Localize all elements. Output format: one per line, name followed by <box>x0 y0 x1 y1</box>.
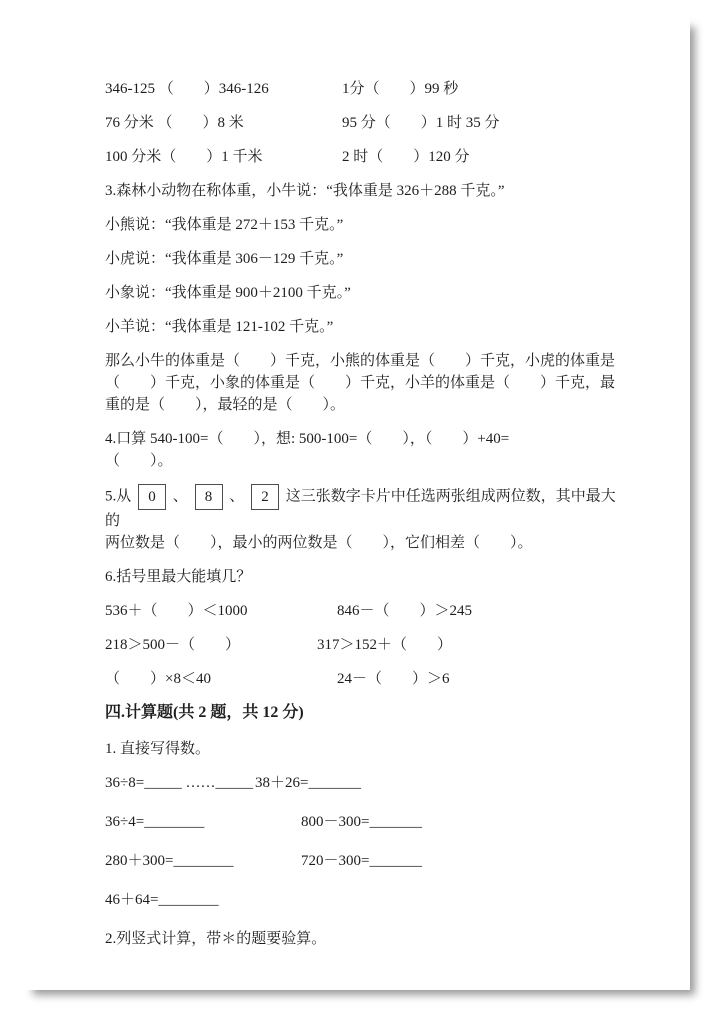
calc-right: 720－300=_______ <box>301 853 422 869</box>
comparison-left: 346-125 （ ）346-126 <box>105 81 269 97</box>
q3-summary-line: 那么小牛的体重是（ ）千克，小熊的体重是（ ）千克，小虎的体重是 <box>105 353 616 369</box>
q3-summary <box>105 350 624 416</box>
calc-q1-title: 1. 直接写得数。 <box>105 741 211 757</box>
q6-row <box>105 668 624 690</box>
calc-left: 280＋300=________ <box>105 853 234 869</box>
q5-line2: 两位数是（ ），最小的两位数是（ ），它们相差（ ）。 <box>105 535 533 551</box>
q6-left: （ ）×8＜40 <box>105 671 211 687</box>
comparison-row <box>105 112 624 134</box>
q6-right: 317＞152＋（ ） <box>317 637 453 653</box>
q3-sheep-line: 小羊说：“我体重是 121-102 千克。” <box>105 319 334 335</box>
q5-digit-cards <box>105 484 624 554</box>
q5-separator: 、 <box>229 488 245 505</box>
comparison-left: 100 分米（ ）1 千米 <box>105 149 263 165</box>
calc-row <box>105 889 624 911</box>
q4-line: （ ）。 <box>105 453 173 469</box>
calculation-section <box>105 702 624 950</box>
q3-elephant-line: 小象说：“我体重是 900＋2100 千克。” <box>105 285 351 301</box>
comparison-left: 76 分米 （ ）8 米 <box>105 115 244 131</box>
digit-card-8: 8 <box>195 484 223 510</box>
comparison-right: 2 时（ ）120 分 <box>342 149 470 165</box>
comparison-right: 95 分（ ）1 时 35 分 <box>342 115 500 131</box>
q6-right: 24－（ ）＞6 <box>337 671 450 687</box>
q4-line: 4.口算 540-100=（ ），想: 500-100=（ ），（ ）+40= <box>105 431 510 447</box>
calc-right: 38＋26=_______ <box>255 775 361 791</box>
calc-left: 36÷4=________ <box>105 814 205 830</box>
comparison-row <box>105 78 624 100</box>
worksheet-page <box>24 18 690 990</box>
q4-oral-calc <box>105 428 624 472</box>
digit-card-0: 0 <box>138 484 166 510</box>
comparison-right: 1分（ ）99 秒 <box>342 81 459 97</box>
worksheet-content <box>24 18 690 950</box>
q5-separator: 、 <box>172 488 188 505</box>
calc-row <box>105 811 624 833</box>
calc-q2-title: 2.列竖式计算，带＊的题要验算。 <box>105 931 327 947</box>
q5-line1-text: 这三张数字卡片中任选两张组成两位数，其中最大的 <box>105 488 616 529</box>
q6-title: 6.括号里最大能填几？ <box>105 569 252 585</box>
section4-title: 四.计算题(共 2 题，共 12 分) <box>105 704 304 721</box>
calc-left: 46＋64=________ <box>105 892 219 908</box>
q3-summary-line: （ ）千克，小象的体重是（ ）千克，小羊的体重是（ ）千克，最 <box>105 375 616 391</box>
calc-row <box>105 772 624 794</box>
digit-card-2: 2 <box>251 484 279 510</box>
comparison-row <box>105 146 624 168</box>
q3-tiger-line: 小虎说：“我体重是 306－129 千克。” <box>105 251 344 267</box>
q6-left: 536＋（ ）＜1000 <box>105 603 248 619</box>
q6-row <box>105 600 624 622</box>
calc-right: 800－300=_______ <box>301 814 422 830</box>
calc-left: 36÷8=_____ ……_____ <box>105 775 253 791</box>
q3-intro-line: 3.森林小动物在称体重，小牛说：“我体重是 326＋288 千克。” <box>105 183 505 199</box>
calc-row <box>105 850 624 872</box>
q6-left: 218＞500－（ ） <box>105 637 241 653</box>
q3-summary-line: 重的是（ ），最轻的是（ ）。 <box>105 397 346 413</box>
q6-right: 846－（ ）＞245 <box>337 603 473 619</box>
q3-bear-line: 小熊说：“我体重是 272＋153 千克。” <box>105 217 344 233</box>
q5-line1 <box>105 484 624 532</box>
q6-row <box>105 634 624 656</box>
q5-prefix: 5.从 <box>105 488 132 505</box>
